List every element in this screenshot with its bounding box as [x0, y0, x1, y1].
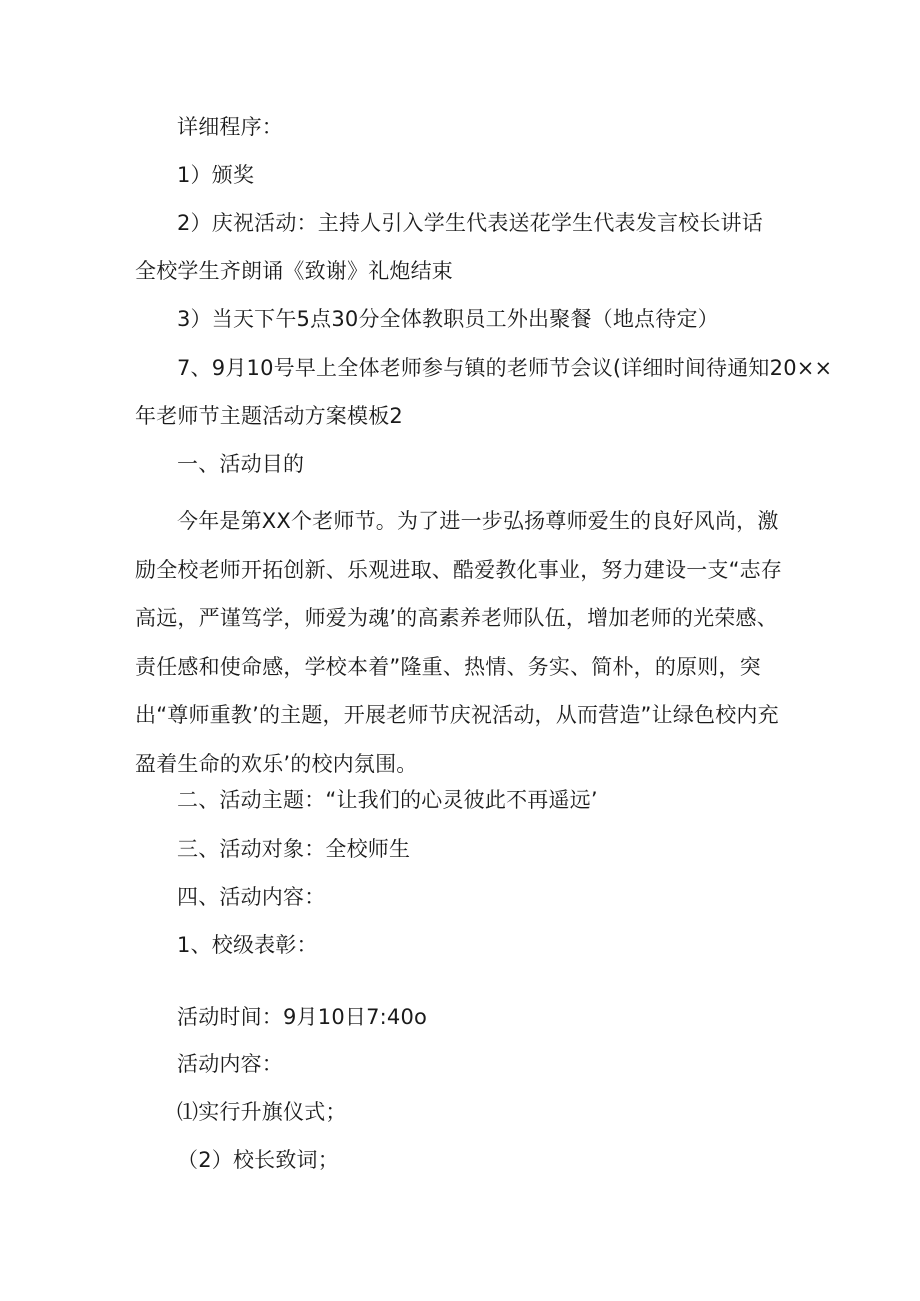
text-line-dinner: 3）当天下午5点30分全体教职员工外出聚餐（地点待定） — [177, 307, 719, 331]
section-heading-content: 四、活动内容： — [177, 885, 326, 909]
text-line-detailed-procedure: 详细程序： — [177, 115, 283, 139]
section-heading-theme: 二、活动主题：“让我们的心灵彼此不再遥远’ — [177, 788, 598, 812]
text-line-template-title: 年老师节主题活动方案模板2 — [135, 404, 403, 428]
text-line-award: 1）颁奖 — [177, 163, 255, 187]
text-line-principal-speech: （2）校长致词； — [177, 1148, 339, 1172]
text-line-meeting: 7、9月10号早上全体老师参与镇的老师节会议(详细时间待通知20×× — [177, 356, 833, 380]
text-line-activity-content: 活动内容： — [177, 1052, 283, 1076]
section-heading-audience: 三、活动对象：全校师生 — [177, 837, 411, 861]
text-line-flag-raising: ⑴实行升旗仪式； — [177, 1100, 347, 1124]
section-heading-purpose: 一、活动目的 — [177, 452, 305, 476]
text-line-school-award: 1、校级表彰： — [177, 933, 318, 957]
text-line-celebration-cont: 全校学生齐朗诵《致谢》礼炮结束 — [135, 259, 453, 283]
text-line-activity-time: 活动时间：9月10日7:40o — [177, 1005, 428, 1029]
paragraph-purpose: 今年是第XX个老师节。为了进一步弘扬尊师爱生的良好风尚，激励全校老师开拓创新、乐观进取、酷爱教化事业，努力建设一支“志存高远，严谨笃学，师爱为魂’的高素养老师队伍，增加老师的光荣感、责任感和使命感，学校本着”隆重、热情、务实、简朴，的原则，突出“尊师重教’的主题，开展老师节庆祝活动，从而营造”让绿色校内充盈着生命的欢乐’的校内氛围。 — [135, 509, 783, 776]
text-line-celebration: 2）庆祝活动：主持人引入学生代表送花学生代表发言校长讲话 — [177, 211, 763, 235]
